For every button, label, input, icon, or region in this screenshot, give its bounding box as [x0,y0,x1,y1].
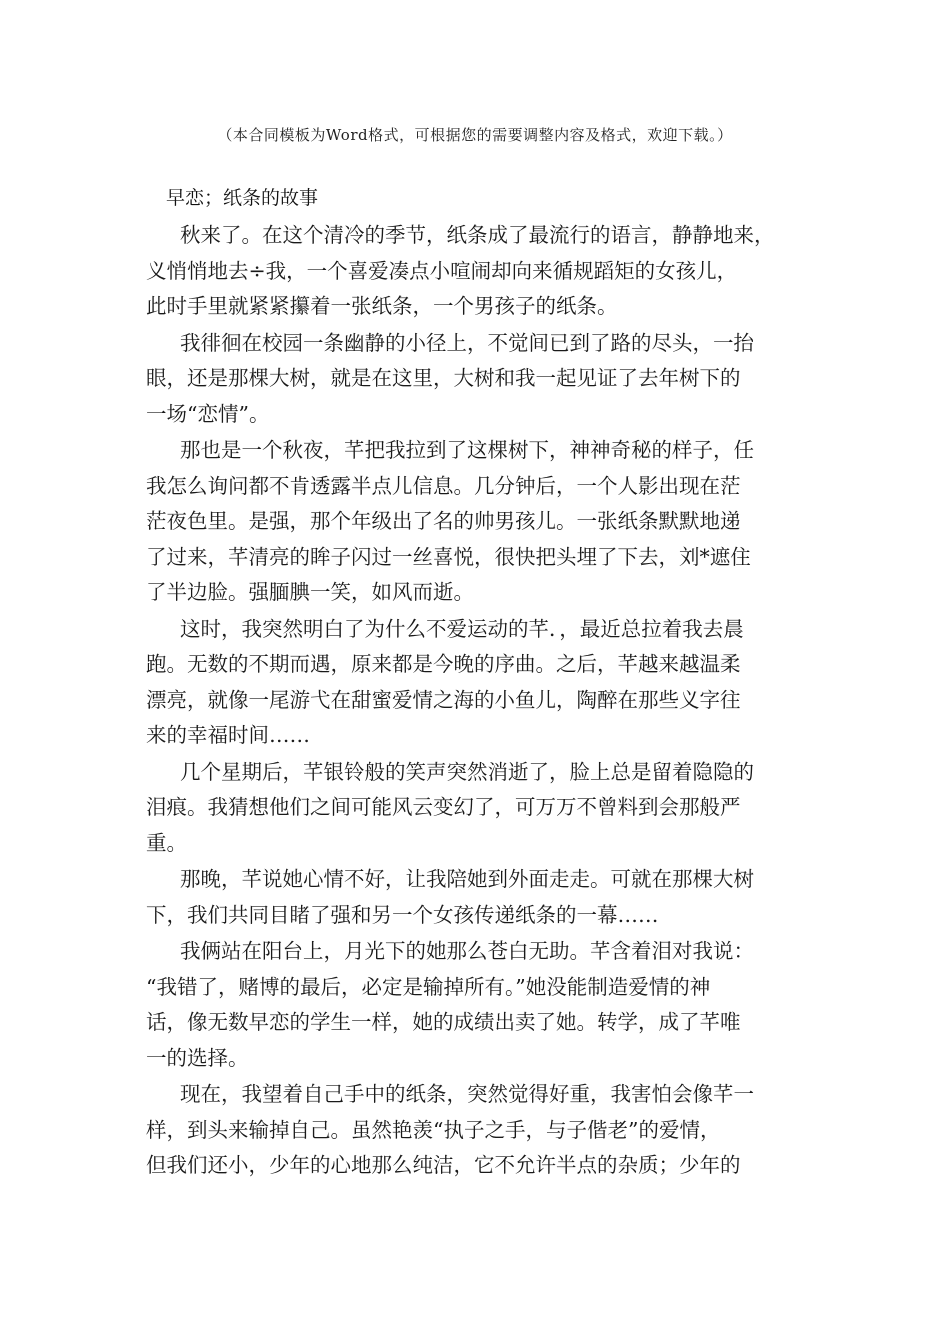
document-body [146,218,816,1185]
text-line: 那也是一个秋夜，芊把我拉到了这棵树下，神神奇秘的样子，任 [180,438,754,462]
paragraph-8 [146,1077,816,1184]
text-line: 一场“恋情”。 [146,401,270,426]
text-line: 这时，我突然明白了为什么不爱运动的芊．，最近总拉着我去晨 [180,616,744,641]
text-line: 我徘徊在校园一条幽静的小径上，不觉间已到了路的尽头，一抬 [180,330,754,355]
document-title: 早恋；纸条的故事 [166,187,319,209]
text-line: 茫夜色里。是强，那个年级出了名的帅男孩儿。一张纸条默默地递 [146,509,741,533]
template-notice: （本合同模板为Word格式，可根据您的需要调整内容及格式，欢迎下载。） [217,126,733,144]
text-line: 但我们还小，少年的心地那么纯洁，它不允许半点的杂质；少年的 [146,1153,741,1177]
paragraph-7 [146,934,816,1076]
text-line: 话，像无数早恋的学生一样，她的成绩出卖了她。转学，成了芊唯 [146,1010,741,1034]
text-line: 眼，还是那棵大树，就是在这里，大树和我一起见证了去年树下的 [146,366,741,390]
text-line: 跑。无数的不期而遇，原来都是今晚的序曲。之后，芊越来越温柔 [146,652,741,676]
paragraph-2 [146,326,816,433]
text-line: 重。 [146,830,187,855]
text-line: 来的幸福时间…… [146,723,310,747]
text-line: 漂亮，就像一尾游弋在甜蜜爱情之海的小鱼儿，陶醉在那些义字往 [146,687,741,712]
text-line: 义悄悄地去÷我，一个喜爱凑点小喧闹却向来循规蹈矩的女孩儿， [146,258,738,283]
text-line: 秋来了。在这个清冷的季节，纸条成了最流行的语言，静静地来， [180,223,775,247]
text-line: “我错了，赌博的最后，必定是输掉所有。”她没能制造爱情的神 [146,974,711,999]
text-line: 了半边脸。强腼腆一笑，如风而逝。 [146,580,474,604]
text-line: 样，到头来输掉自己。虽然艳羡“执子之手，与子偕老”的爱情， [146,1117,721,1142]
text-line: 几个星期后，芊银铃般的笑声突然消逝了，脸上总是留着隐隐的 [180,759,754,784]
text-line: 泪痕。我猜想他们之间可能风云变幻了，可万万不曾料到会那般严 [146,795,741,819]
text-line: 我怎么询问都不肯透露半点儿信息。几分钟后，一个人影出现在茫 [146,473,741,498]
text-line: 我俩站在阳台上，月光下的她那么苍白无助。芊含着泪对我说： [180,939,754,963]
paragraph-6 [146,862,816,933]
paragraph-1 [146,218,816,325]
paragraph-5 [146,755,816,862]
text-line: 下，我们共同目睹了强和另一个女孩传递纸条的一幕…… [146,902,659,927]
text-line: 了过来，芊清亮的眸子闪过一丝喜悦，很快把头埋了下去，刘*遮住 [146,544,751,569]
text-line: 此时手里就紧紧攥着一张纸条，一个男孩子的纸条。 [146,294,618,318]
text-line: 现在，我望着自己手中的纸条，突然觉得好重，我害怕会像芊一 [180,1082,754,1106]
text-line: 那晚，芊说她心情不好，让我陪她到外面走走。可就在那棵大树 [180,867,754,891]
paragraph-3 [146,433,816,611]
paragraph-4 [146,612,816,754]
text-line: 一的选择。 [146,1045,249,1070]
